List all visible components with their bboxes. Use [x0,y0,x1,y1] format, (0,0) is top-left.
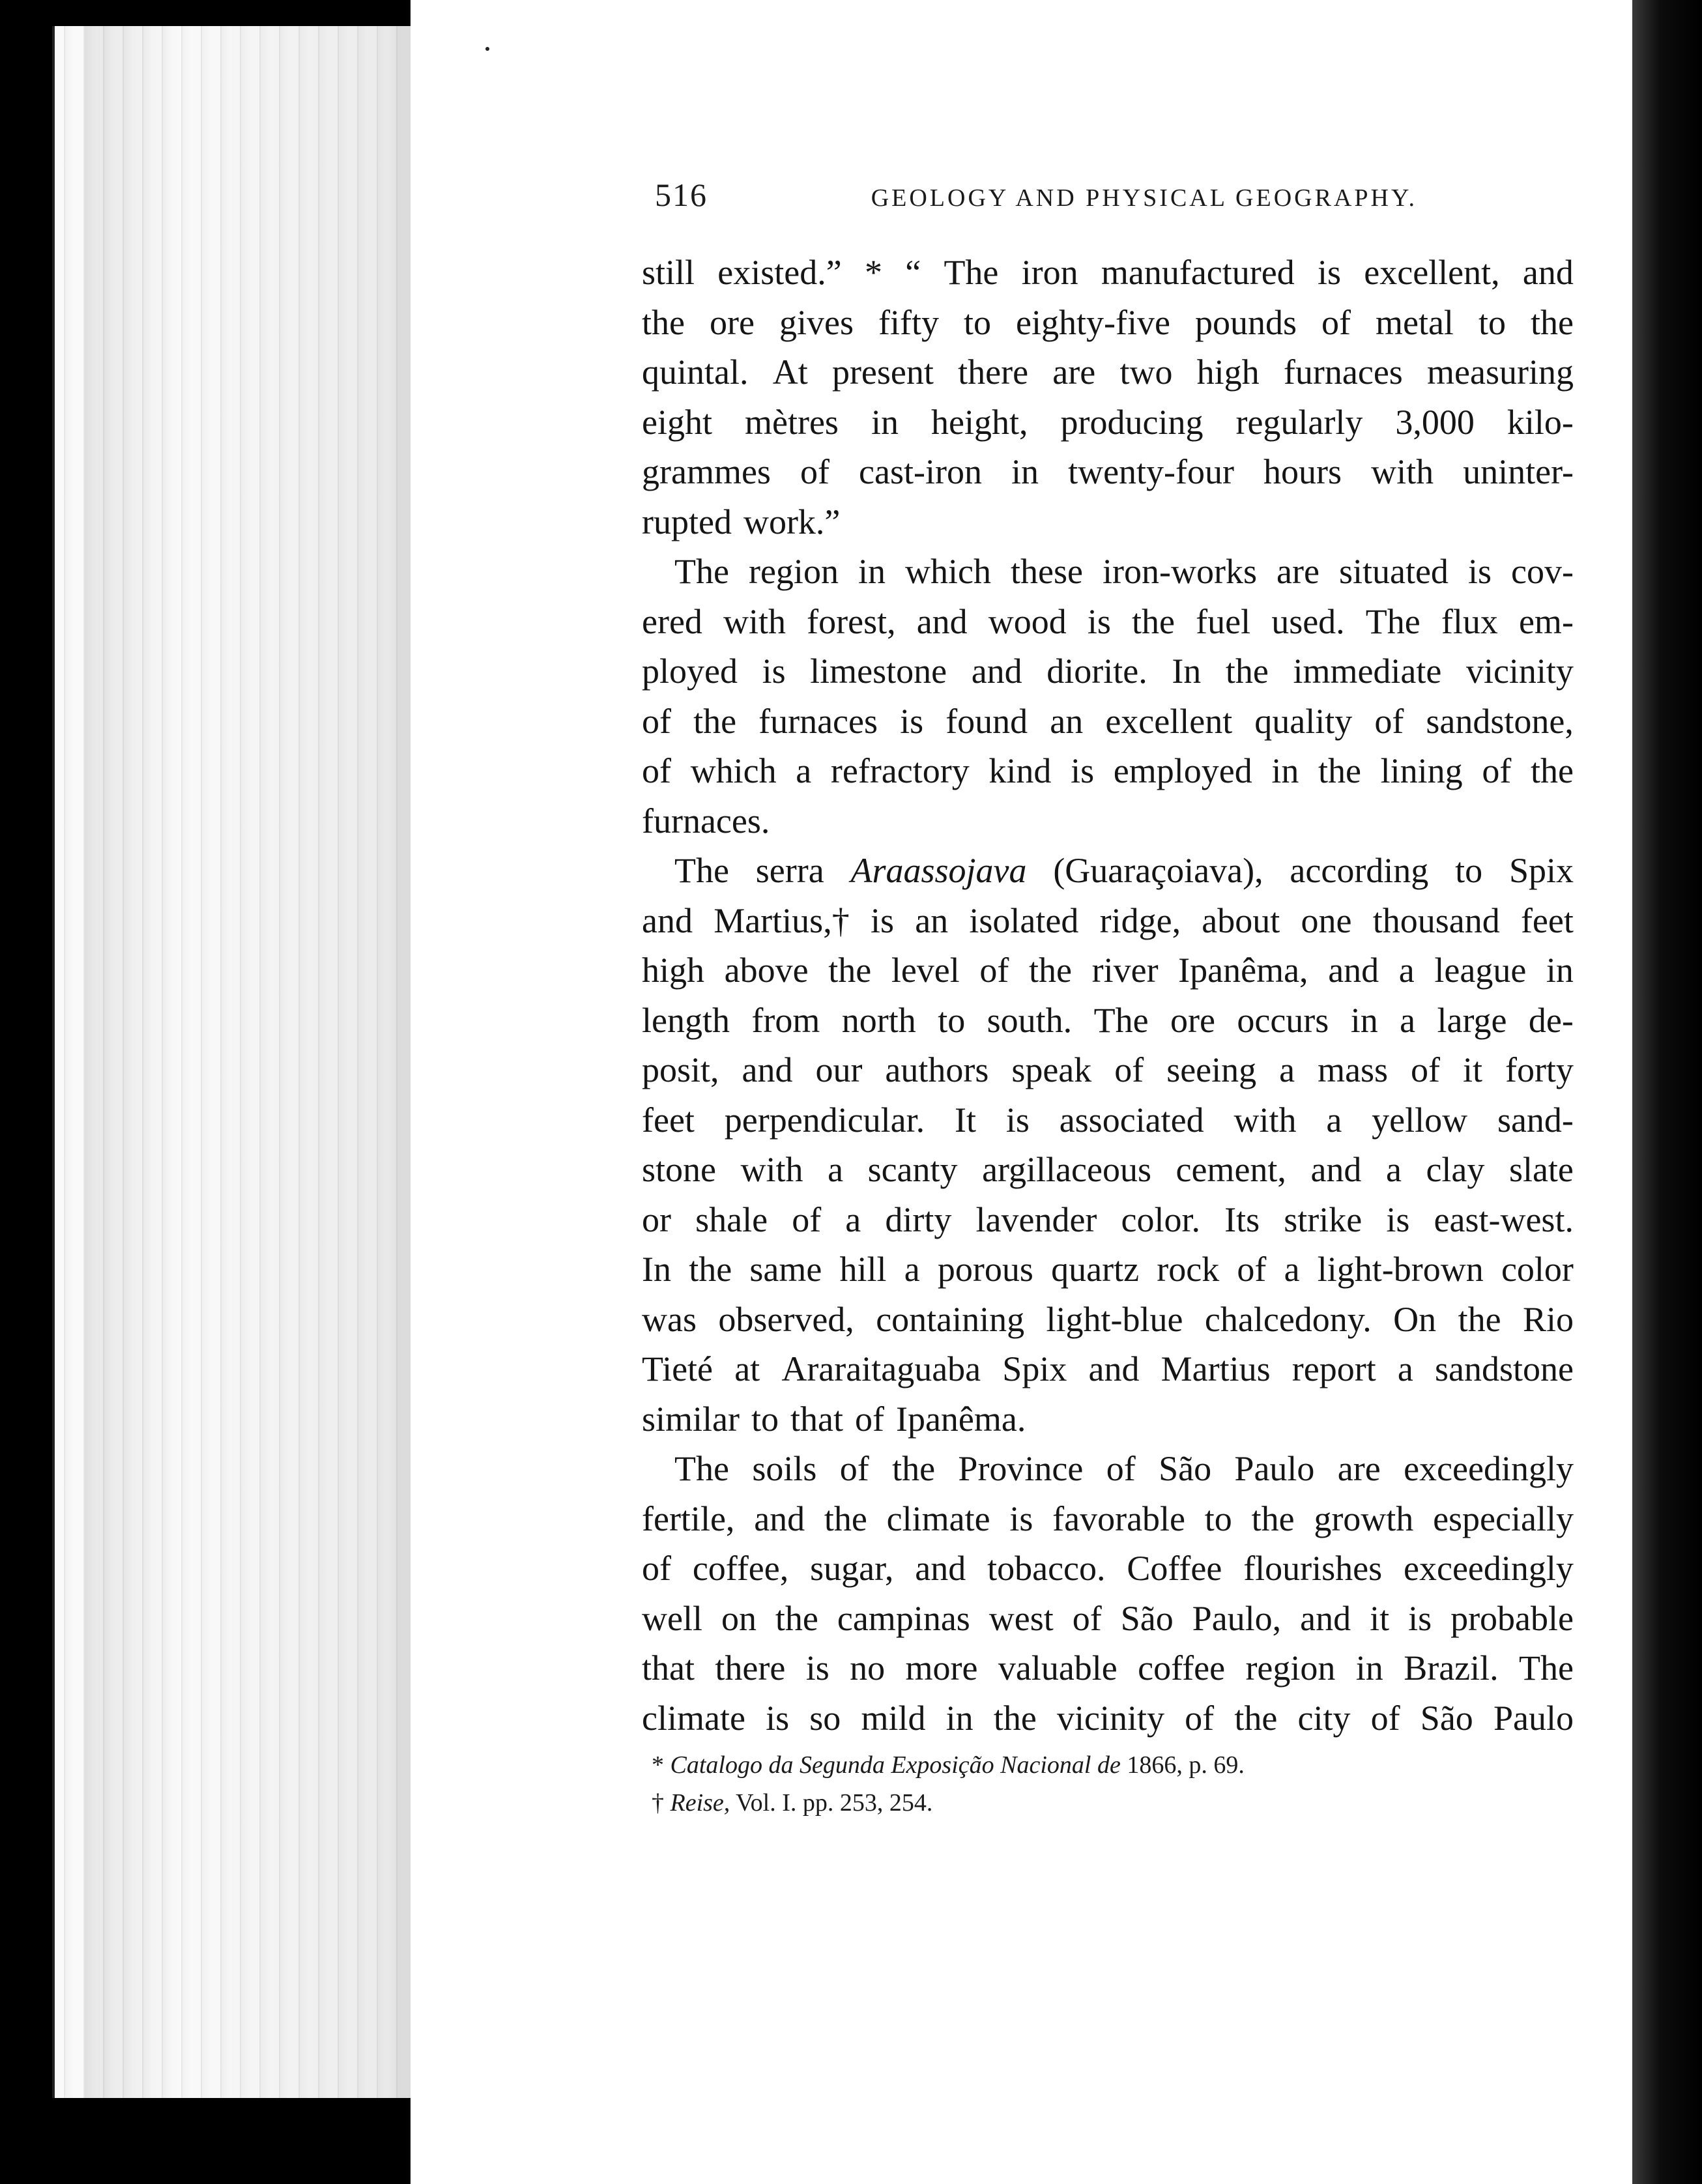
text-line: ployed is limestone and diorite. In the immediate vicinity [642,652,1574,691]
text-line: and Martius,† is an isolated ridge, about one thousand feet [642,900,1574,940]
text-line: The serra Araassojava (Guaraçoiava), according to Spix [674,851,1574,890]
text-line: similar to that of Ipanêma. [642,1399,1026,1439]
page-number: 516 [655,177,708,213]
text-line: of which a refractory kind is employed in the lining of the [642,751,1574,790]
running-head [655,176,1417,215]
footnote-2-mark: † [652,1789,664,1817]
text-line: the ore gives fifty to eighty-five pounds of metal to the [642,302,1574,342]
text-line: length from north to south. The ore occurs in a large de- [642,1000,1574,1040]
footnote-1-mark: * [652,1751,664,1779]
footnote-1-rest: 1866, p. 69. [1127,1751,1245,1779]
book-binding-shadow [1632,0,1702,2184]
footnote-2 [652,1784,1499,1822]
text-line: still existed.” * “ The iron manufactured is excellent, and [642,253,1574,292]
text-line: posit, and our authors speak of seeing a mass of it forty [642,1050,1574,1089]
footnote-2-title: Reise, [670,1789,730,1817]
book-edge-shadow [85,26,417,2098]
text-line: that there is no more valuable coffee region in Brazil. The [642,1648,1574,1688]
scan-speck [485,47,489,51]
text-line: or shale of a dirty lavender color. Its strike is east-west. [642,1200,1574,1239]
footnote-2-rest: Vol. I. pp. 253, 254. [736,1789,933,1817]
text-line: Tieté at Araraitaguaba Spix and Martius report a sandstone [642,1349,1574,1388]
text-line: rupted work.” [642,502,841,541]
text-line: eight mètres in height, producing regularly 3,000 kilo- [642,402,1574,442]
text-line: quintal. At present there are two high furnaces measuring [642,352,1574,392]
text-line: climate is so mild in the vicinity of the city of São Paulo [642,1698,1574,1738]
text-line: grammes of cast-iron in twenty-four hours with uninter- [642,452,1574,491]
text-line: stone with a scanty argillaceous cement, and a clay slate [642,1150,1574,1189]
footnote-1 [652,1746,1499,1784]
text-line: The soils of the Province of São Paulo are exceedingly [674,1449,1574,1488]
text-line: feet perpendicular. It is associated with a yellow sand- [642,1100,1574,1140]
running-title: GEOLOGY AND PHYSICAL GEOGRAPHY. [871,184,1417,212]
text-line: well on the campinas west of São Paulo, and it is probable [642,1598,1574,1638]
text-line: was observed, containing light-blue chalcedony. On the Rio [642,1299,1574,1339]
body-text [642,248,1574,1743]
text-line: furnaces. [642,801,770,841]
text-line: The region in which these iron-works are situated is cov- [674,552,1574,591]
text-line: of coffee, sugar, and tobacco. Coffee flourishes exceedingly [642,1549,1574,1588]
text-line: ered with forest, and wood is the fuel used. The flux em- [642,601,1574,641]
text-line: high above the level of the river Ipanêma, and a league in [642,951,1574,990]
footnotes [652,1746,1499,1822]
text-line: of the furnaces is found an excellent quality of sandstone, [642,701,1574,741]
text-line: fertile, and the climate is favorable to the growth especially [642,1499,1574,1538]
footnote-1-title: Catalogo da Segunda Exposição Nacional de [670,1751,1121,1779]
text-line: In the same hill a porous quartz rock of a light-brown color [642,1250,1574,1289]
